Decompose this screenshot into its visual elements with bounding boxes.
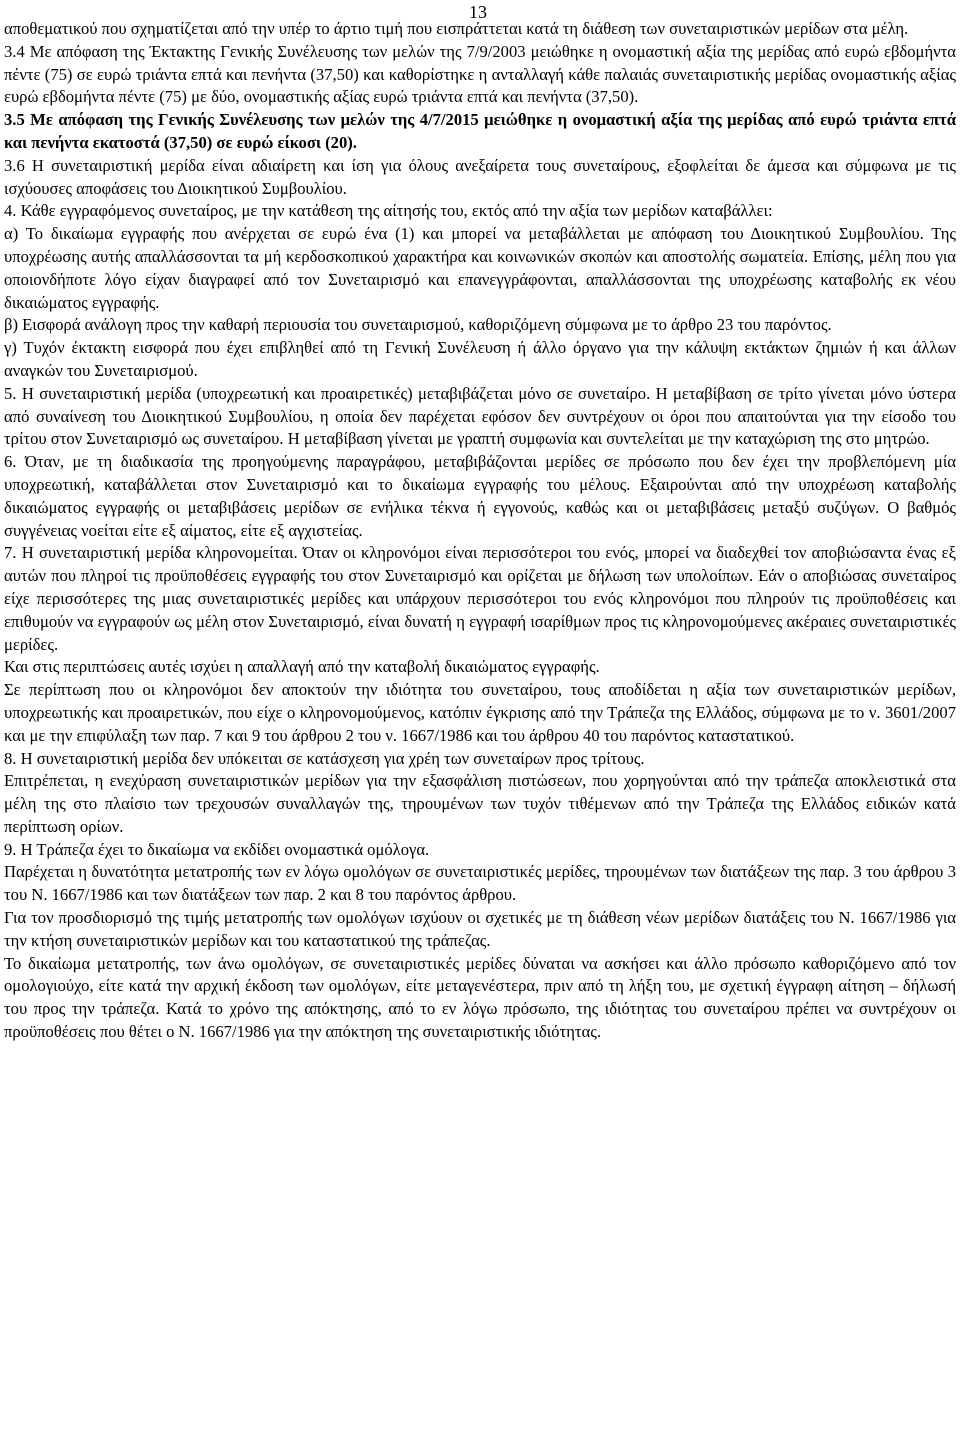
paragraph-9-price: Για τον προσδιορισμό της τιμής μετατροπής των ομολόγων ισχύουν οι σχετικές με τη διάθεση νέων μερίδων διατάξεις του Ν. 1667/1986 για την κτήση συνεταιριστικών μερίδων και του καταστατικού της τράπεζας. [4,908,956,950]
paragraph-8-pledge: Επιτρέπεται, η ενεχύραση συνεταιριστικών μερίδων για την εξασφάλιση πιστώσεων, που χορηγούνται από την τράπεζα αποκλειστικά στα μέλη της στο πλαίσιο των τρεχουσών συναλλαγών της, τηρουμένων των τυχόν τιθέμενων από την Τράπεζα της Ελλάδος ειδικών κατά περίπτωση ορίων. [4,771,956,836]
paragraph-4-c: γ) Τυχόν έκτακτη εισφορά που έχει επιβληθεί από τη Γενική Συνέλευση ή άλλο όργανο για την κάλυψη εκτάκτων ζημιών ή και άλλων αναγκών του Συνεταιρισμού. [4,338,956,380]
paragraph-4-a: α) Το δικαίωμα εγγραφής που ανέρχεται σε ευρώ ένα (1) και μπορεί να μεταβάλλεται με απόφαση του Διοικητικού Συμβουλίου. Της υποχρέωσης αυτής απαλλάσσονται τα μή κερδοσκοπικού χαρακτήρα και κοινωνικών σκοπών και αποστολής σωματεία. Επίσης, μέλη που για οποιονδήποτε λόγο είχαν διαγραφεί από τον Συνεταιρισμό και επανεγγράφονται, απαλλάσσονται της υποχρέωσης καταβολής εκ νέου δικαιώματος εγγραφής. [4,224,956,312]
paragraph-3-5: 3.5 Με απόφαση της Γενικής Συνέλευσης των μελών της 4/7/2015 μειώθηκε η ονομαστική αξία της μερίδας από ευρώ τριάντα επτά και πενήντα εκατοστά (37,50) σε ευρώ είκοσι (20). [4,110,956,152]
paragraph-9-right: Το δικαίωμα μετατροπής, των άνω ομολόγων, σε συνεταιριστικές μερίδες δύναται να ασκήσει και άλλο πρόσωπο καθοριζόμενο από τον ομολογιούχο, είτε κατά την αρχική έκδοση των ομολόγων, είτε μεταγενέστερα, πριν από τη λήξη του, με σχετική έγγραφη αίτηση – δήλωσή του προς την τράπεζα. Κατά το χρόνο της απόκτησης, από το εν λόγω πρόσωπο, της ιδιότητας του συνεταίρου πρέπει να συντρέχουν οι προϋποθέσεις που θέτει ο Ν. 1667/1986 για την απόκτηση της συνεταιριστικής ιδιότητας. [4,953,956,1042]
paragraph-6: 6. Όταν, με τη διαδικασία της προηγούμενης παραγράφου, μεταβιβάζονται μερίδες σε πρόσωπο που δεν έχει την προβλεπόμενη μία υποχρεωτική, καταβάλλεται στον Συνεταιρισμό και το δικαίωμα εγγραφής του μέλους. Εξαιρούνται από την υποχρέωση καταβολής δικαιώματος εγγραφής οι μεταβιβάσεις μερίδων σε ενήλικα τέκνα ή εγγονούς, καθώς και οι μεταβιβάσεις μεταξύ συζύγων. Ο βαθμός συγγένειας νοείται είτε εξ αίματος, είτε εξ αγχιστείας. [4,452,956,540]
paragraph-3-4: 3.4 Με απόφαση της Έκτακτης Γενικής Συνέλευσης των μελών της 7/9/2003 μειώθηκε η ονομαστική αξία της μερίδας από ευρώ εβδομήντα πέντε (75) σε ευρώ τριάντα επτά και πενήντα (37,50) και καθορίστηκε η ανταλλαγή κάθε παλαιάς συνεταιριστικής μερίδας ονομαστικής αξίας ευρώ εβδομήντα πέντε (75) με δύο, ονομαστικής αξίας ευρώ τριάντα επτά και πενήντα (37,50). [4,41,956,107]
paragraph-7-heirs: Σε περίπτωση που οι κληρονόμοι δεν αποκτούν την ιδιότητα του συνεταίρου, τους αποδίδεται η αξία των συνεταιριστικών μερίδων, υποχρεωτικής και προαιρετικών, που είχε ο κληρονομούμενος, κατόπιν έγκρισης από την Τράπεζα της Ελλάδος, σύμφωνα με το ν. 3601/2007 και με την επιφύλαξη των παρ. 7 και 9 του άρθρου 2 του ν. 1667/1986 και του άρθρου 40 του παρόντος καταστατικού. [4,680,956,745]
paragraph-9: 9. Η Τράπεζα έχει το δικαίωμα να εκδίδει ονομαστικά ομόλογα. [4,839,430,859]
paragraph-3-6: 3.6 Η συνεταιριστική μερίδα είναι αδιαίρετη και ίση για όλους ανεξαίρετα τους συνεταίρους, εξοφλείται δε άμεσα και σύμφωνα με τις ισχύουσες αποφάσεις του Διοικητικού Συμβουλίου. [4,155,956,198]
paragraph-7: 7. Η συνεταιριστική μερίδα κληρονομείται. Όταν οι κληρονόμοι είναι περισσότεροι του ενός, μπορεί να διαδεχθεί τον αποβιώσαντα ένας εξ αυτών που πληροί τις προϋποθέσεις εγγραφής του στον Συνεταιρισμό και ορίζεται με δήλωση των υπολοίπων. Εάν ο αποβιώσας συνεταίρος είχε περισσότερες της μιας συνεταιριστικές μερίδες και υπάρχουν περισσότεροι του ενός κληρονόμοι που πληρούν τις προϋποθέσεις και επιθυμούν να εγγραφούν ως μέλη στον Συνεταιρισμό, είναι δυνατή η εγγραφή ισαρίθμων προς τις κληρονομούμενες ακέραιες συνεταιριστικές μερίδες. [4,543,956,654]
page-number: 13 [469,2,487,22]
paragraph-4-b: β) Εισφορά ανάλογη προς την καθαρή περιουσία του συνεταιρισμού, καθοριζόμενη σύμφωνα με το άρθρο 23 του παρόντος. [4,315,832,335]
paragraph-5: 5. Η συνεταιριστική μερίδα (υποχρεωτική και προαιρετικές) μεταβιβάζεται μόνο σε συνεταίρο. Η μεταβίβαση σε τρίτο γίνεται μόνο ύστερα από συναίνεση του Διοικητικού Συμβουλίου, η οποία δεν παρέχεται εφόσον δεν συντρέχουν οι όροι που απαιτούνται για την είσοδο του τρίτου στον Συνεταιρισμό ως συνεταίρου. Η μεταβίβαση γίνεται με γραπτή συμφωνία και συντελείται με την καταχώριση της στο μητρώο. [4,383,956,449]
paragraph-9-conversion: Παρέχεται η δυνατότητα μετατροπής των εν λόγω ομολόγων σε συνεταιριστικές μερίδες, τηρουμένων των διατάξεων της παρ. 3 του άρθρου 3 του Ν. 1667/1986 και των διατάξεων των παρ. 2 και 8 του παρόντος άρθρου. [4,862,956,905]
paragraph-4: 4. Κάθε εγγραφόμενος συνεταίρος, με την κατάθεση της αίτησής του, εκτός από την αξία των μερίδων καταβάλλει: [4,201,773,221]
paragraph-8: 8. Η συνεταιριστική μερίδα δεν υπόκειται σε κατάσχεση για χρέη των συνεταίρων προς τρίτους. [4,748,645,768]
paragraph-7-exemption: Και στις περιπτώσεις αυτές ισχύει η απαλλαγή από την καταβολή δικαιώματος εγγραφής. [4,657,600,677]
paragraph-continuation: αποθεματικού που σχηματίζεται από την υπέρ το άρτιο τιμή που εισπράττεται κατά τη διάθεση των συνεταιριστικών μερίδων στα μέλη. [4,19,909,38]
document-body [4,18,956,1044]
